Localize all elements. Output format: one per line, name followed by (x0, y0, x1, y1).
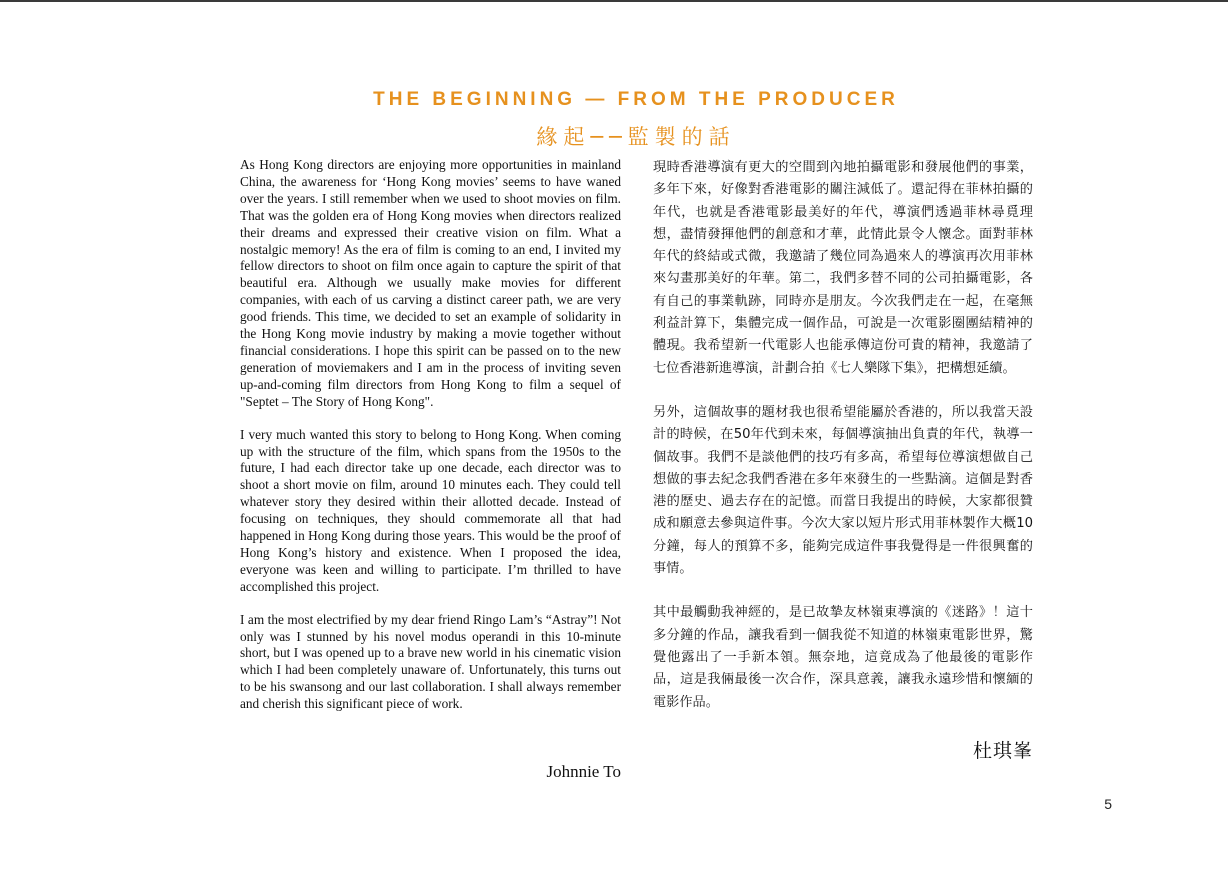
chinese-signature: 杜琪峯 (972, 740, 1033, 762)
page-title-english: THE BEGINNING — FROM THE PRODUCER (373, 89, 899, 110)
page-title-chinese: 緣起──監製的話 (536, 125, 736, 149)
english-column (240, 157, 621, 713)
chinese-column (653, 157, 1033, 736)
page-number: 5 (1104, 796, 1112, 812)
english-paragraph-1: As Hong Kong directors are enjoying more opportunities in mainland China, the awareness for ‘Hong Kong movies’ seems to have waned over the years. I still remember when we used to shoot movies on film. That was the golden era of Hong Kong movies when directors realized their dreams and expressed their creative vision on film. What a nostalgic memory! As the era of film is coming to an end, I invited my fellow directors to shoot on film once again to capture the spirit of that beautiful era. Although we usually make movies for different companies, with each of us carving a distinct career path, we are very good friends. This time, we decided to set an example of solidarity in the Hong Kong movie industry by making a movie together without financial considerations. I hope this spirit can be passed on to the new generation of moviemakers and I am in the process of inviting seven up-and-coming film directors from Hong Kong to film a sequel of "Septet – The Story of Hong Kong". (240, 157, 621, 409)
chinese-paragraph-2: 另外，這個故事的題材我也很希望能屬於香港的，所以我當天設計的時候，在50年代到未來，每個導演抽出負責的年代，執導一個故事。我們不是談他們的技巧有多高，希望每位導演想做自己想做的事去紀念我們香港在多年來發生的一些點滴。這個是對香港的歷史、過去存在的記憶。而當日我提出的時候，大家都很贊成和願意去參與這件事。今次大家以短片形式用菲林製作大概10分鐘，每人的預算不多，能夠完成這件事我覺得是一件很興奮的事情。 (653, 404, 1033, 577)
english-signature: Johnnie To (546, 762, 621, 781)
english-paragraph-2: I very much wanted this story to belong to Hong Kong. When coming up with the structure of the film, which spans from the 1950s to the future, I had each director take up one decade, each director was to shoot a short movie on film, around 10 minutes each. They could tell whatever story they desired within their allotted decade. Instead of focusing on techniques, they should commemorate all that had happened in Hong Kong during those years. This would be the proof of Hong Kong’s history and existence. When I proposed the idea, everyone was keen and willing to participate. I’m thrilled to have accomplished this project. (240, 426, 621, 594)
chinese-paragraph-1: 現時香港導演有更大的空間到內地拍攝電影和發展他們的事業，多年下來，好像對香港電影的關注減低了。還記得在菲林拍攝的年代，也就是香港電影最美好的年代，導演們透過菲林尋覓理想，盡情發揮他們的創意和才華，此情此景令人懷念。面對菲林年代的終結或式微，我邀請了幾位同為過來人的導演再次用菲林來勾畫那美好的年華。第二，我們多替不同的公司拍攝電影，各有自己的事業軌跡，同時亦是朋友。今次我們走在一起，在毫無利益計算下，集體完成一個作品，可說是一次電影圈團結精神的體現。我希望新一代電影人也能承傳這份可貴的精神，我邀請了七位香港新進導演，計劃合拍《七人樂隊下集》，把構想延續。 (653, 160, 1033, 376)
top-rule (0, 0, 1228, 2)
chinese-paragraph-3: 其中最觸動我神經的，是已故摯友林嶺東導演的《迷路》！這十多分鐘的作品，讓我看到一個我從不知道的林嶺東電影世界，驚覺他露出了一手新本領。無奈地，這竟成為了他最後的電影作品，這是我倆最後一次合作，深具意義，讓我永遠珍惜和懷緬的電影作品。 (653, 605, 1033, 710)
english-paragraph-3: I am the most electrified by my dear friend Ringo Lam’s “Astray”! Not only was I stunned by his novel modus operandi in this 10-minute short, but I was opened up to a brave new world in his cinematic vision which I had been completely unaware of. Unfortunately, this turns out to be his swansong and our last collaboration. I shall always remember and cherish this significant piece of work. (240, 611, 621, 712)
